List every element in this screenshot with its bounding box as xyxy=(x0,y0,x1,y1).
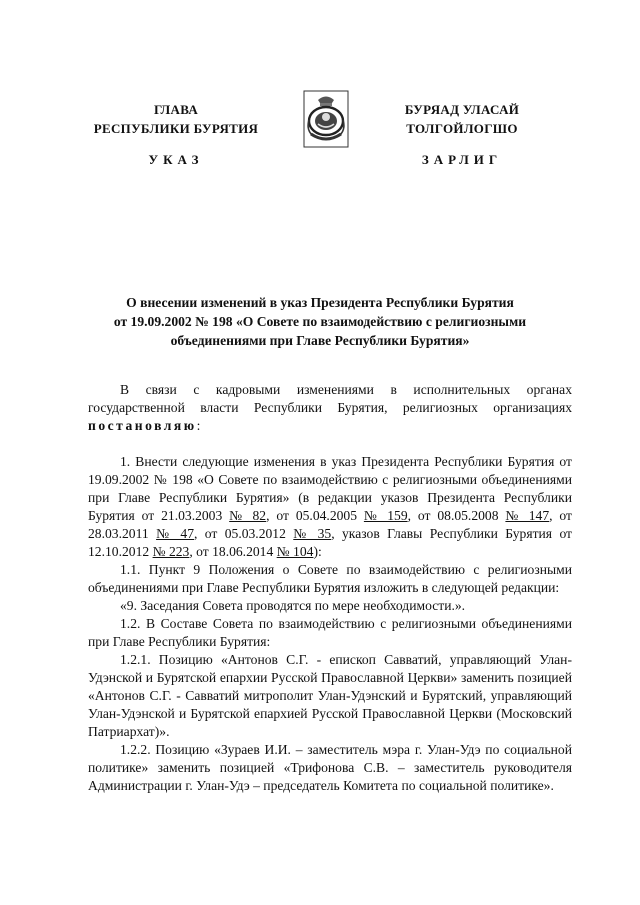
item-1-paragraph xyxy=(88,453,572,561)
decree-word: постановляю xyxy=(88,418,197,433)
preamble-colon: : xyxy=(196,418,201,433)
doc-type-bua: ЗАРЛИГ xyxy=(421,152,503,167)
ref-link-223[interactable]: № 223 xyxy=(152,544,190,559)
coat-of-arms-buryatia-icon xyxy=(303,90,349,148)
item-1-text: , от 05.04.2005 xyxy=(266,508,364,523)
document-body xyxy=(88,381,572,795)
preamble-paragraph xyxy=(88,381,572,435)
document-title xyxy=(60,293,580,350)
ref-link-35[interactable]: № 35 xyxy=(293,526,332,541)
item-1-2-1-paragraph: 1.2.1. Позицию «Антонов С.Г. - епископ Савватий, управляющий Улан-Удэнской и Бурятской епархии Русской Православной Церкви» заменить позицией «Антонов С.Г. - Савватий митрополит Улан-Удэнский и Бурятский, управляющий Улан-Удэнской и Бурятской епархией Русской Православной Церкви (Московский Патриархат)». xyxy=(88,652,572,739)
item-1-text: , от 08.05.2008 xyxy=(407,508,506,523)
ref-link-147[interactable]: № 147 xyxy=(505,508,550,523)
item-1-1-paragraph: 1.1. Пункт 9 Положения о Совете по взаимодействию с религиозными объединениями при Главе Республики Бурятия изложить в следующей редакции: xyxy=(88,562,572,595)
item-1-text: ): xyxy=(313,544,322,559)
item-1-text: 1. Внести следующие изменения в указ Президента Республики Бурятия от 19.09.2002 № 198 «О Совете по взаимодействию с религиозными объединениями при Главе Республики Бурятия» (в редакции указов Президента Республики Бурятия от 21.03.2003 xyxy=(88,454,572,523)
item-1-1-quote: «9. Заседания Совета проводятся по мере необходимости.». xyxy=(120,598,466,613)
header-left-line2: РЕСПУБЛИКИ БУРЯТИЯ xyxy=(93,121,259,136)
title-line2: от 19.09.2002 № 198 «О Совете по взаимодействию с религиозными xyxy=(113,314,527,329)
item-1-2-2-paragraph: 1.2.2. Позицию «Зураев И.И. – заместитель мэра г. Улан-Удэ по социальной политике» заменить позицией «Трифонова С.В. – заместитель руководителя Администрации г. Улан-Удэ – председатель Комитета по социальной политике». xyxy=(88,742,572,793)
title-line1: О внесении изменений в указ Президента Республики Бурятия xyxy=(126,295,514,310)
item-1-text: , указов Главы Республики Бурятия от 12.10.2012 xyxy=(88,526,572,559)
doc-type-ru: УКАЗ xyxy=(148,152,204,167)
item-1-text: , от 28.03.2011 xyxy=(88,508,572,541)
header-left-block xyxy=(76,100,276,138)
header-right-line1: БУРЯАД УЛАСАЙ xyxy=(404,102,520,117)
ref-link-159[interactable]: № 159 xyxy=(363,508,408,523)
preamble-text: В связи с кадровыми изменениями в исполнительных органах государственной власти Республики Бурятия, религиозных организациях xyxy=(88,382,572,415)
header-right-line2: ТОЛГОЙЛОГШО xyxy=(406,121,518,136)
item-1-2-paragraph: 1.2. В Составе Совета по взаимодействию с религиозными объединениями при Главе Республики Бурятия: xyxy=(88,616,572,649)
header-right-block xyxy=(362,100,562,138)
ref-link-47[interactable]: № 47 xyxy=(156,526,194,541)
item-1-text: , от 05.03.2012 xyxy=(194,526,294,541)
ref-link-82[interactable]: № 82 xyxy=(229,508,267,523)
title-line3: объединениями при Главе Республики Бурятия» xyxy=(170,333,470,348)
header-left-line1: ГЛАВА xyxy=(153,102,199,117)
item-1-text: , от 18.06.2014 xyxy=(189,544,277,559)
ref-link-104[interactable]: № 104 xyxy=(276,544,314,559)
